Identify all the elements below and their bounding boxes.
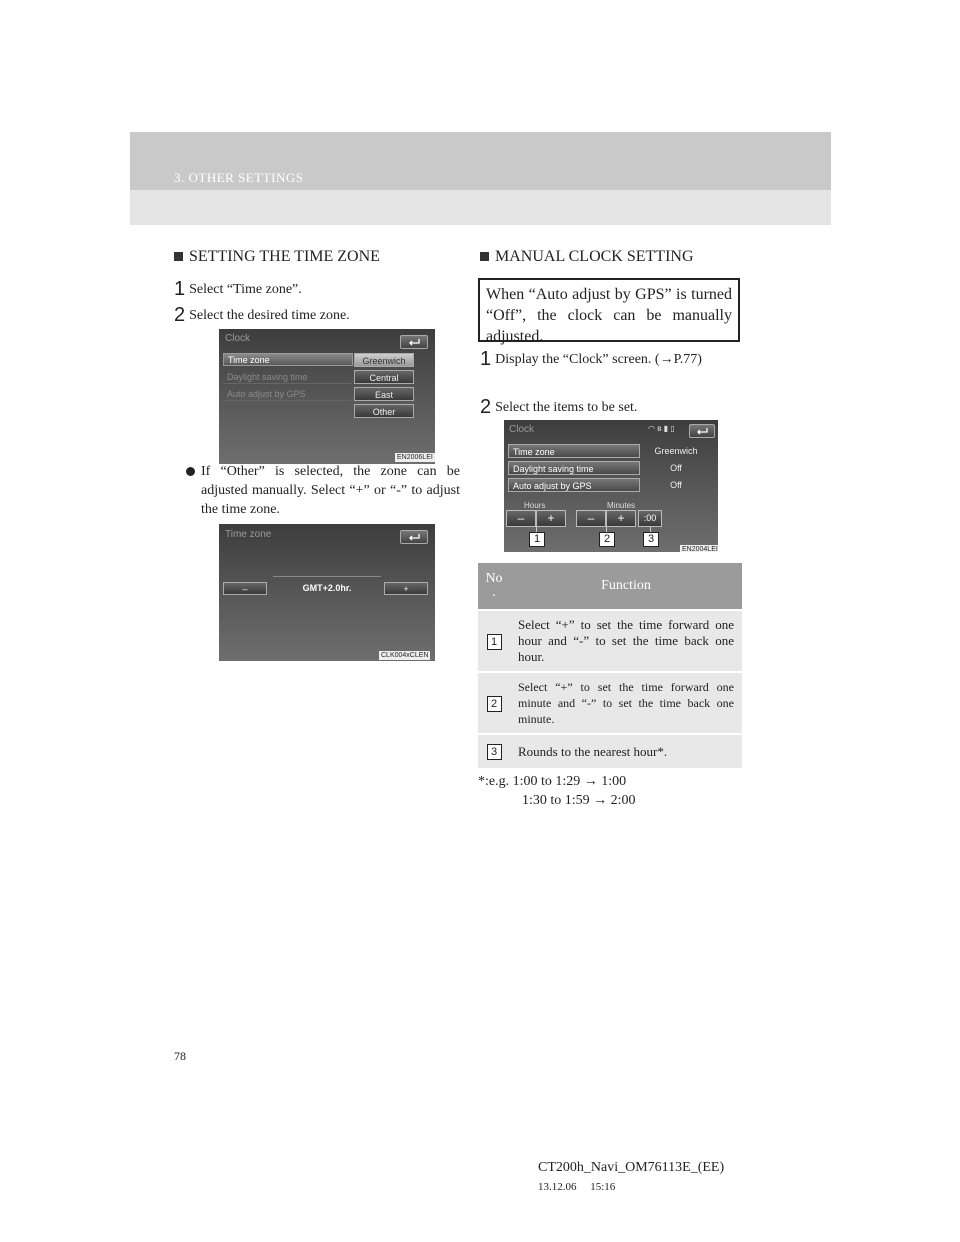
step-1: 1 Select “Time zone”. <box>174 278 302 300</box>
time-zone-screen <box>219 329 435 464</box>
step-2: 2 Select the desired time zone. <box>174 304 350 326</box>
image-code: CLK004xCLEN <box>381 652 429 659</box>
right-step-1: 1 Display the “Clock” screen. (→P.77) <box>480 348 702 370</box>
manual-clock-heading: MANUAL CLOCK SETTING <box>480 248 694 266</box>
option-greenwich[interactable]: Greenwich <box>354 353 414 367</box>
col-no-header: No . <box>478 563 510 610</box>
page-number: 78 <box>174 1049 186 1063</box>
time-zone-manual-screen <box>219 524 435 661</box>
signal-icon: ▮ <box>663 424 669 433</box>
table-row <box>478 672 742 734</box>
hours-minus-button[interactable]: – <box>506 510 536 527</box>
plus-button[interactable]: + <box>384 582 428 595</box>
hours-label: Hours <box>524 501 546 510</box>
time-zone-value: Greenwich <box>654 446 698 456</box>
function-text: Select “+” to set the time forward one hour and “-” to set the time back one hour. <box>510 610 742 672</box>
footnote-line-1: *:e.g. 1:00 to 1:29 → 1:00 <box>478 774 627 789</box>
row-daylight-saving: Daylight saving time <box>223 371 351 384</box>
minutes-plus-button[interactable]: + <box>606 510 636 527</box>
callout-box-1: 1 <box>487 634 502 650</box>
back-button[interactable] <box>400 530 428 544</box>
header-subband <box>130 190 831 225</box>
row-auto-adjust[interactable]: Auto adjust by GPS <box>508 478 640 492</box>
callout-1: 1 <box>529 532 545 547</box>
screen-title: Time zone <box>225 529 272 540</box>
bullet-dot-icon <box>186 467 195 476</box>
clock-screen <box>504 420 718 552</box>
daylight-saving-value: Off <box>670 463 682 473</box>
back-arrow-icon <box>695 427 709 435</box>
screen-title: Clock <box>509 424 535 435</box>
minus-button[interactable]: – <box>223 582 267 595</box>
divider <box>273 576 381 577</box>
function-text: Rounds to the nearest hour*. <box>510 734 742 768</box>
table-row <box>478 734 742 768</box>
document-date: 13.12.06 15:16 <box>538 1181 616 1193</box>
option-east[interactable]: East <box>354 387 414 401</box>
square-bullet-icon <box>174 252 183 261</box>
option-other[interactable]: Other <box>354 404 414 418</box>
callout-2: 2 <box>599 532 615 547</box>
wifi-icon: ◠ <box>648 424 655 433</box>
battery-icon: ▯ <box>670 424 675 433</box>
gmt-offset-value: GMT+2.0hr. <box>302 583 352 593</box>
row-time-zone[interactable]: Time zone <box>223 353 353 366</box>
auto-adjust-value: Off <box>670 480 682 490</box>
back-button[interactable] <box>400 335 428 349</box>
note-box: When “Auto adjust by GPS” is turned “Off”, the clock can be manually adjusted. <box>478 278 740 342</box>
section-title: 3. OTHER SETTINGS <box>174 170 304 185</box>
footnote-line-2: 1:30 to 1:59 → 2:00 <box>522 793 636 808</box>
hours-plus-button[interactable]: + <box>536 510 566 527</box>
round-button[interactable]: :00 <box>638 510 662 527</box>
time-zone-heading: SETTING THE TIME ZONE <box>174 248 380 266</box>
screen-title: Clock <box>225 333 251 344</box>
image-code: EN2006LEI <box>397 454 433 461</box>
function-text: Select “+” to set the time forward one minute and “-” to set the time back one minute. <box>510 672 742 734</box>
row-daylight-saving[interactable]: Daylight saving time <box>508 461 640 475</box>
footnote <box>478 772 636 810</box>
image-code: EN2004LEI <box>682 546 718 552</box>
minutes-label: Minutes <box>607 501 636 510</box>
other-zone-note: If “Other” is selected, the zone can be adjusted manually. Select “+” or “-” to adjust the time zone. <box>186 462 460 519</box>
minutes-minus-button[interactable]: – <box>576 510 606 527</box>
callout-3: 3 <box>643 532 659 547</box>
back-button[interactable] <box>689 424 715 438</box>
col-function-header: Function <box>510 563 742 610</box>
option-central[interactable]: Central <box>354 370 414 384</box>
back-arrow-icon <box>407 533 421 541</box>
callout-box-3: 3 <box>487 744 502 760</box>
table-row <box>478 610 742 672</box>
callout-box-2: 2 <box>487 696 502 712</box>
bluetooth-icon: ʙ <box>657 424 662 433</box>
square-bullet-icon <box>480 252 489 261</box>
row-auto-adjust: Auto adjust by GPS <box>223 388 351 401</box>
document-id: CT200h_Navi_OM76113E_(EE) <box>538 1160 725 1175</box>
back-arrow-icon <box>407 338 421 346</box>
status-icons <box>648 424 675 433</box>
row-time-zone[interactable]: Time zone <box>508 444 640 458</box>
right-step-2: 2 Select the items to be set. <box>480 396 638 418</box>
function-table <box>478 563 742 768</box>
